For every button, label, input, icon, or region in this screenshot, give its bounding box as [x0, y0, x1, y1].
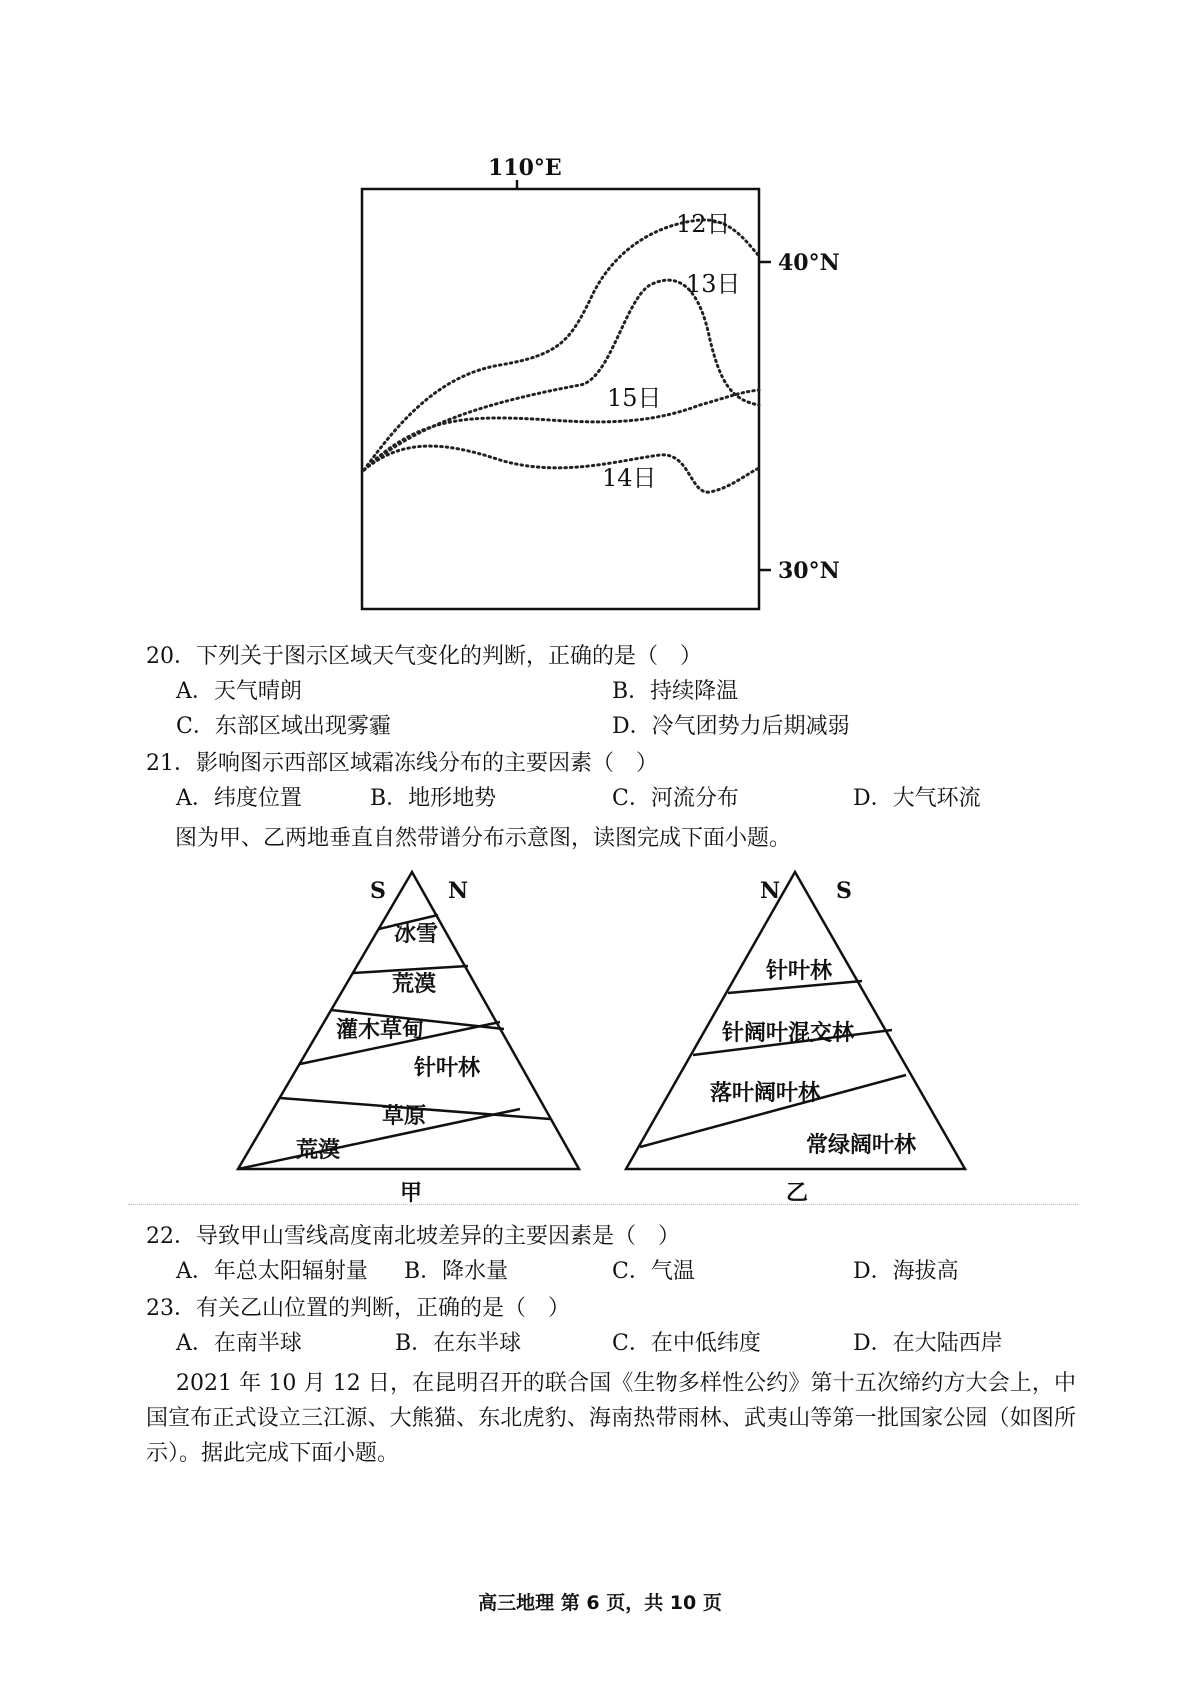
- jia-zone-grassland: 草原: [382, 1103, 427, 1129]
- question-22-option-c[interactable]: C．气温: [612, 1259, 695, 1284]
- vertical-zone-diagram: [0, 860, 1200, 1210]
- yi-right-dir: S: [836, 878, 852, 904]
- intro-text-2: 图为甲、乙两地垂直自然带谱分布示意图，读图完成下面小题。: [175, 826, 792, 851]
- yi-zone-deciduous: 落叶阔叶林: [710, 1080, 821, 1106]
- question-21-option-d[interactable]: D．大气环流: [853, 786, 981, 811]
- question-21-option-c[interactable]: C．河流分布: [612, 786, 739, 811]
- question-22-stem: 22．导致甲山雪线高度南北坡差异的主要因素是（ ）: [146, 1224, 680, 1249]
- yi-zone-conifer: 针叶林: [766, 958, 833, 984]
- frost-line-map: [0, 0, 1200, 640]
- frost-line-12: [364, 220, 759, 470]
- day-label-12: 12日: [676, 210, 731, 238]
- lat-label-40: 40°N: [778, 250, 840, 276]
- question-23-option-c[interactable]: C．在中低纬度: [612, 1331, 761, 1356]
- question-23-option-b[interactable]: B．在东半球: [395, 1331, 522, 1356]
- yi-name: 乙: [786, 1180, 809, 1206]
- yi-left-dir: N: [760, 878, 781, 904]
- question-21-option-a[interactable]: A．纬度位置: [176, 786, 302, 811]
- question-20-option-b[interactable]: B．持续降温: [612, 679, 739, 704]
- question-20-stem: 20．下列关于图示区域天气变化的判断，正确的是（ ）: [146, 644, 702, 669]
- map-frame: [362, 189, 759, 609]
- question-20-option-d[interactable]: D．冷气团势力后期减弱: [612, 714, 850, 739]
- jia-zone-snow: 冰雪: [394, 921, 439, 947]
- question-22-option-d[interactable]: D．海拔高: [853, 1259, 959, 1284]
- question-23-stem: 23．有关乙山位置的判断，正确的是（ ）: [146, 1296, 570, 1321]
- jia-name: 甲: [400, 1180, 423, 1206]
- yi-zone-mixed: 针阔叶混交林: [722, 1020, 855, 1046]
- jia-right-dir: N: [448, 878, 469, 904]
- question-22-option-a[interactable]: A．年总太阳辐射量: [176, 1259, 368, 1284]
- day-label-13: 13日: [686, 270, 741, 298]
- day-label-15: 15日: [607, 384, 662, 412]
- question-20-option-c[interactable]: C．东部区域出现雾霾: [176, 714, 391, 739]
- national-park-intro-paragraph: 2021 年 10 月 12 日，在昆明召开的联合国《生物多样性公约》第十五次缔约方大会上，中国宣布正式设立三江源、大熊猫、东北虎豹、海南热带雨林、武夷山等第一批国家公园（如图所示）。据此完成下面小题。: [146, 1371, 1076, 1466]
- day-label-14: 14日: [602, 464, 657, 492]
- frost-line-14: [364, 446, 759, 492]
- lat-label-30: 30°N: [778, 558, 840, 584]
- question-23-option-d[interactable]: D．在大陆西岸: [853, 1331, 1003, 1356]
- jia-left-dir: S: [370, 878, 386, 904]
- question-21-stem: 21．影响图示西部区域霜冻线分布的主要因素（ ）: [146, 751, 658, 776]
- yi-zone-evergreen: 常绿阔叶林: [806, 1132, 917, 1158]
- frost-line-13: [364, 280, 759, 470]
- jia-zone-desert-upper: 荒漠: [392, 971, 437, 997]
- jia-zone-shrub-meadow: 灌木草甸: [336, 1017, 425, 1043]
- question-21-option-b[interactable]: B．地形地势: [370, 786, 497, 811]
- page-footer: 高三地理 第 6 页，共 10 页: [478, 1592, 722, 1614]
- question-22-option-b[interactable]: B．降水量: [404, 1259, 509, 1284]
- jia-zone-conifer: 针叶林: [414, 1055, 481, 1081]
- section-divider: [128, 1204, 1078, 1205]
- jia-zone-desert-lower: 荒漠: [296, 1137, 341, 1163]
- question-23-option-a[interactable]: A．在南半球: [176, 1331, 302, 1356]
- question-20-option-a[interactable]: A．天气晴朗: [176, 679, 302, 704]
- lon-label: 110°E: [488, 155, 562, 181]
